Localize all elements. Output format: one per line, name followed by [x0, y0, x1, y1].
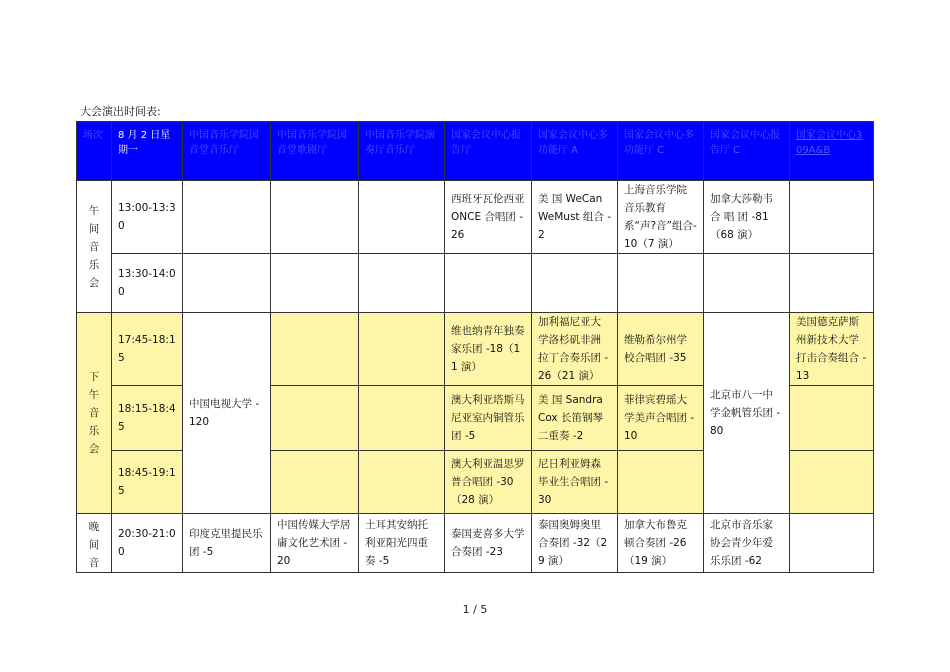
table-cell	[271, 254, 359, 313]
table-cell	[359, 254, 445, 313]
header-row	[77, 122, 874, 181]
table-cell: 土耳其安纳托利亚阳光四重奏 -5	[359, 514, 445, 573]
table-cell	[790, 514, 874, 573]
table-cell	[445, 254, 532, 313]
table-cell: 美国德克萨斯州新技术大学打击合奏组合 -13	[790, 313, 874, 386]
time-cell: 18:15-18:45	[112, 386, 183, 451]
table-cell	[271, 313, 359, 386]
table-cell: 加利福尼亚大学洛杉矶非洲拉丁合奏乐团 -26（21 演）	[532, 313, 618, 386]
session-afternoon	[77, 313, 112, 514]
table-cell: 澳大利亚温思罗普合唱团 -30（28 演）	[445, 451, 532, 514]
header-date	[112, 122, 183, 181]
table-row	[77, 313, 874, 386]
table-cell	[359, 386, 445, 451]
header-venue: 国家会议中心报告厅 C	[704, 122, 790, 181]
table-cell	[359, 451, 445, 514]
table-cell: 北京市音乐家协会青少年爱乐乐团 -62	[704, 514, 790, 573]
table-cell	[790, 181, 874, 254]
table-cell	[359, 313, 445, 386]
table-cell: 加拿大莎勒韦合 唱 团 -81（68 演）	[704, 181, 790, 254]
table-cell	[271, 181, 359, 254]
table-cell: 菲律宾碧瑶大学美声合唱团 -10	[618, 386, 704, 451]
header-session: 场次	[77, 122, 112, 181]
table-cell: 澳大利亚塔斯马尼亚室内铜管乐团 -5	[445, 386, 532, 451]
table-cell: 中国传媒大学居庸文化艺术团 -20	[271, 514, 359, 573]
header-venue-last: 国家会议中心309A&B	[796, 130, 863, 156]
time-cell: 17:45-18:15	[112, 313, 183, 386]
table-cell	[359, 181, 445, 254]
header-date-text: 8 月 2 日星期一	[118, 130, 171, 156]
table-cell	[790, 451, 874, 514]
table-cell	[618, 451, 704, 514]
session-evening	[77, 514, 112, 573]
header-venue: 国家会议中心报告厅	[445, 122, 532, 181]
header-venue: 国家会议中心多功能厅 A	[532, 122, 618, 181]
header-venue: 中国音乐学院国音堂歌剧厅	[271, 122, 359, 181]
table-cell: 美 国 WeCanWeMust 组合 -2	[532, 181, 618, 254]
table-cell	[183, 254, 271, 313]
table-row	[77, 514, 874, 573]
time-cell: 13:30-14:00	[112, 254, 183, 313]
table-cell: 尼日利亚姆森毕业生合唱团 -30	[532, 451, 618, 514]
table-cell: 上海音乐学院音乐教育系“声?音”组合-10（7 演）	[618, 181, 704, 254]
table-cell: 美 国 Sandra Cox 长笛钢琴二重奏 -2	[532, 386, 618, 451]
table-cell	[271, 386, 359, 451]
schedule-table	[76, 121, 874, 573]
page-number: 1 / 5	[462, 603, 488, 616]
table-cell	[790, 254, 874, 313]
table-cell: 泰国奥姆奥里合奏团 -32（29 演）	[532, 514, 618, 573]
header-venue: 中国音乐学院国音堂音乐厅	[183, 122, 271, 181]
header-venue	[790, 122, 874, 181]
session-afternoon-label: 下午音乐会	[88, 371, 100, 455]
table-cell: 加拿大布鲁克顿合奏团 -26（19 演）	[618, 514, 704, 573]
table-cell: 北京市八一中学金帆管乐团 -80	[704, 313, 790, 514]
table-cell	[183, 181, 271, 254]
table-cell	[271, 451, 359, 514]
session-evening-label: 晚间音	[88, 521, 100, 569]
table-cell	[618, 254, 704, 313]
table-cell: 中国电视大学 -120	[183, 313, 271, 514]
table-row	[77, 254, 874, 313]
table-cell: 印度克里提民乐团 -5	[183, 514, 271, 573]
table-cell	[790, 386, 874, 451]
table-row	[77, 181, 874, 254]
header-venue: 国家会议中心多功能厅 C	[618, 122, 704, 181]
session-noon-label: 午间音乐会	[88, 204, 100, 289]
table-cell	[532, 254, 618, 313]
time-cell: 20:30-21:00	[112, 514, 183, 573]
session-noon	[77, 181, 112, 313]
table-cell: 维勒希尔州学校合唱团 -35	[618, 313, 704, 386]
table-caption: 大会演出时间表:	[80, 105, 161, 118]
table-cell: 维也纳青年独奏家乐团 -18（11 演）	[445, 313, 532, 386]
table-cell: 西班牙瓦伦西亚 ONCE 合唱团 -26	[445, 181, 532, 254]
table-cell: 泰国麦喜多大学合奏团 -23	[445, 514, 532, 573]
time-cell: 18:45-19:15	[112, 451, 183, 514]
header-venue: 中国音乐学院演奏厅音乐厅	[359, 122, 445, 181]
time-cell: 13:00-13:30	[112, 181, 183, 254]
table-cell	[704, 254, 790, 313]
